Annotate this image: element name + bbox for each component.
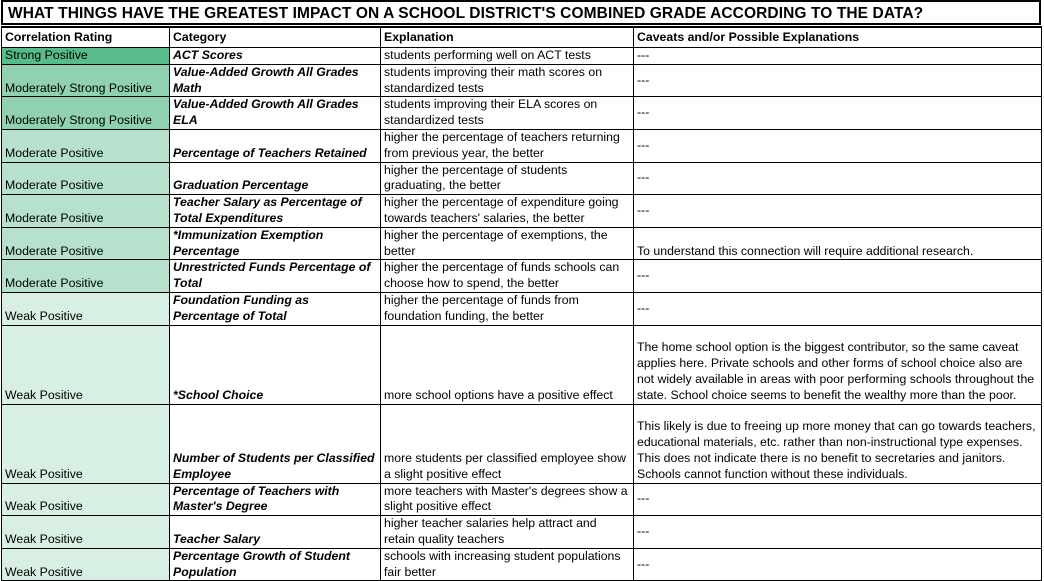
header-explanation[interactable]: Explanation: [381, 27, 634, 48]
rating-cell[interactable]: Weak Positive: [2, 548, 170, 581]
rating-cell[interactable]: Weak Positive: [2, 516, 170, 549]
rating-cell[interactable]: Weak Positive: [2, 404, 170, 483]
table-row: [2, 516, 1042, 549]
table-row: [2, 260, 1042, 293]
header-caveats[interactable]: Caveats and/or Possible Explanations: [634, 27, 1042, 48]
explanation-cell[interactable]: higher the percentage of exemptions, the better: [381, 227, 634, 260]
header-category[interactable]: Category: [170, 27, 381, 48]
correlation-table: [1, 26, 1042, 581]
table-row: [2, 162, 1042, 195]
sheet-title: WHAT THINGS HAVE THE GREATEST IMPACT ON A SCHOOL DISTRICT'S COMBINED GRADE ACCORDING TO THE DATA?: [1, 0, 1041, 25]
header-correlation-rating[interactable]: Correlation Rating: [2, 27, 170, 48]
explanation-cell[interactable]: higher the percentage of teachers returning from previous year, the better: [381, 129, 634, 162]
table-row: [2, 195, 1042, 228]
explanation-cell[interactable]: more students per classified employee show a slight positive effect: [381, 404, 634, 483]
table-row: [2, 483, 1042, 516]
explanation-cell[interactable]: higher the percentage of funds from foundation funding, the better: [381, 292, 634, 325]
rating-cell[interactable]: Moderately Strong Positive: [2, 97, 170, 130]
table-row: [2, 64, 1042, 97]
table-row: [2, 548, 1042, 581]
caveats-cell[interactable]: ---: [634, 64, 1042, 97]
caveats-cell[interactable]: ---: [634, 195, 1042, 228]
spreadsheet: [1, 0, 1043, 579]
explanation-cell[interactable]: students improving their ELA scores on standardized tests: [381, 97, 634, 130]
explanation-cell[interactable]: more teachers with Master's degrees show a slight positive effect: [381, 483, 634, 516]
caveats-cell[interactable]: ---: [634, 162, 1042, 195]
caveats-cell[interactable]: The home school option is the biggest contributor, so the same caveat applies here. Private schools and other forms of school choice also are not widely available in areas with poor performing schools throughout the state. School choice seems to benefit the wealthy more than the poor.: [634, 325, 1042, 404]
rating-cell[interactable]: Moderate Positive: [2, 162, 170, 195]
caveats-cell[interactable]: ---: [634, 97, 1042, 130]
category-cell[interactable]: *School Choice: [170, 325, 381, 404]
table-row: [2, 227, 1042, 260]
caveats-cell[interactable]: ---: [634, 129, 1042, 162]
header-row: [2, 27, 1042, 48]
table-row: [2, 404, 1042, 483]
rating-cell[interactable]: Weak Positive: [2, 292, 170, 325]
explanation-cell[interactable]: higher the percentage of funds schools can choose how to spend, the better: [381, 260, 634, 293]
caveats-cell[interactable]: ---: [634, 483, 1042, 516]
rating-cell[interactable]: Moderate Positive: [2, 195, 170, 228]
rating-cell[interactable]: Moderate Positive: [2, 129, 170, 162]
explanation-cell[interactable]: more school options have a positive effect: [381, 325, 634, 404]
category-cell[interactable]: Unrestricted Funds Percentage of Total: [170, 260, 381, 293]
rating-cell[interactable]: Moderately Strong Positive: [2, 64, 170, 97]
rating-cell[interactable]: Weak Positive: [2, 325, 170, 404]
category-cell[interactable]: Teacher Salary: [170, 516, 381, 549]
caveats-cell[interactable]: ---: [634, 292, 1042, 325]
category-cell[interactable]: Percentage Growth of Student Population: [170, 548, 381, 581]
explanation-cell[interactable]: higher the percentage of students graduating, the better: [381, 162, 634, 195]
explanation-cell[interactable]: higher the percentage of expenditure going towards teachers' salaries, the better: [381, 195, 634, 228]
category-cell[interactable]: Value-Added Growth All Grades ELA: [170, 97, 381, 130]
category-cell[interactable]: Number of Students per Classified Employee: [170, 404, 381, 483]
explanation-cell[interactable]: schools with increasing student populations fair better: [381, 548, 634, 581]
rating-cell[interactable]: Strong Positive: [2, 48, 170, 65]
caveats-cell[interactable]: ---: [634, 516, 1042, 549]
explanation-cell[interactable]: students improving their math scores on standardized tests: [381, 64, 634, 97]
table-row: [2, 129, 1042, 162]
caveats-cell[interactable]: ---: [634, 260, 1042, 293]
rating-cell[interactable]: Moderate Positive: [2, 227, 170, 260]
explanation-cell[interactable]: higher teacher salaries help attract and retain quality teachers: [381, 516, 634, 549]
caveats-cell[interactable]: ---: [634, 548, 1042, 581]
table-row: [2, 97, 1042, 130]
rating-cell[interactable]: Weak Positive: [2, 483, 170, 516]
table-row: [2, 292, 1042, 325]
category-cell[interactable]: Teacher Salary as Percentage of Total Expenditures: [170, 195, 381, 228]
category-cell[interactable]: ACT Scores: [170, 48, 381, 65]
rating-cell[interactable]: Moderate Positive: [2, 260, 170, 293]
category-cell[interactable]: Percentage of Teachers with Master's Degree: [170, 483, 381, 516]
caveats-cell[interactable]: ---: [634, 48, 1042, 65]
category-cell[interactable]: Value-Added Growth All Grades Math: [170, 64, 381, 97]
category-cell[interactable]: Foundation Funding as Percentage of Total: [170, 292, 381, 325]
category-cell[interactable]: Percentage of Teachers Retained: [170, 129, 381, 162]
table-row: [2, 48, 1042, 65]
category-cell[interactable]: *Immunization Exemption Percentage: [170, 227, 381, 260]
table-row: [2, 325, 1042, 404]
category-cell[interactable]: Graduation Percentage: [170, 162, 381, 195]
caveats-cell[interactable]: To understand this connection will require additional research.: [634, 227, 1042, 260]
explanation-cell[interactable]: students performing well on ACT tests: [381, 48, 634, 65]
caveats-cell[interactable]: This likely is due to freeing up more money that can go towards teachers, educational materials, etc. rather than non-instructional type expenses. This does not indicate there is no benefit to secretaries and janitors. Schools cannot function without these individuals.: [634, 404, 1042, 483]
